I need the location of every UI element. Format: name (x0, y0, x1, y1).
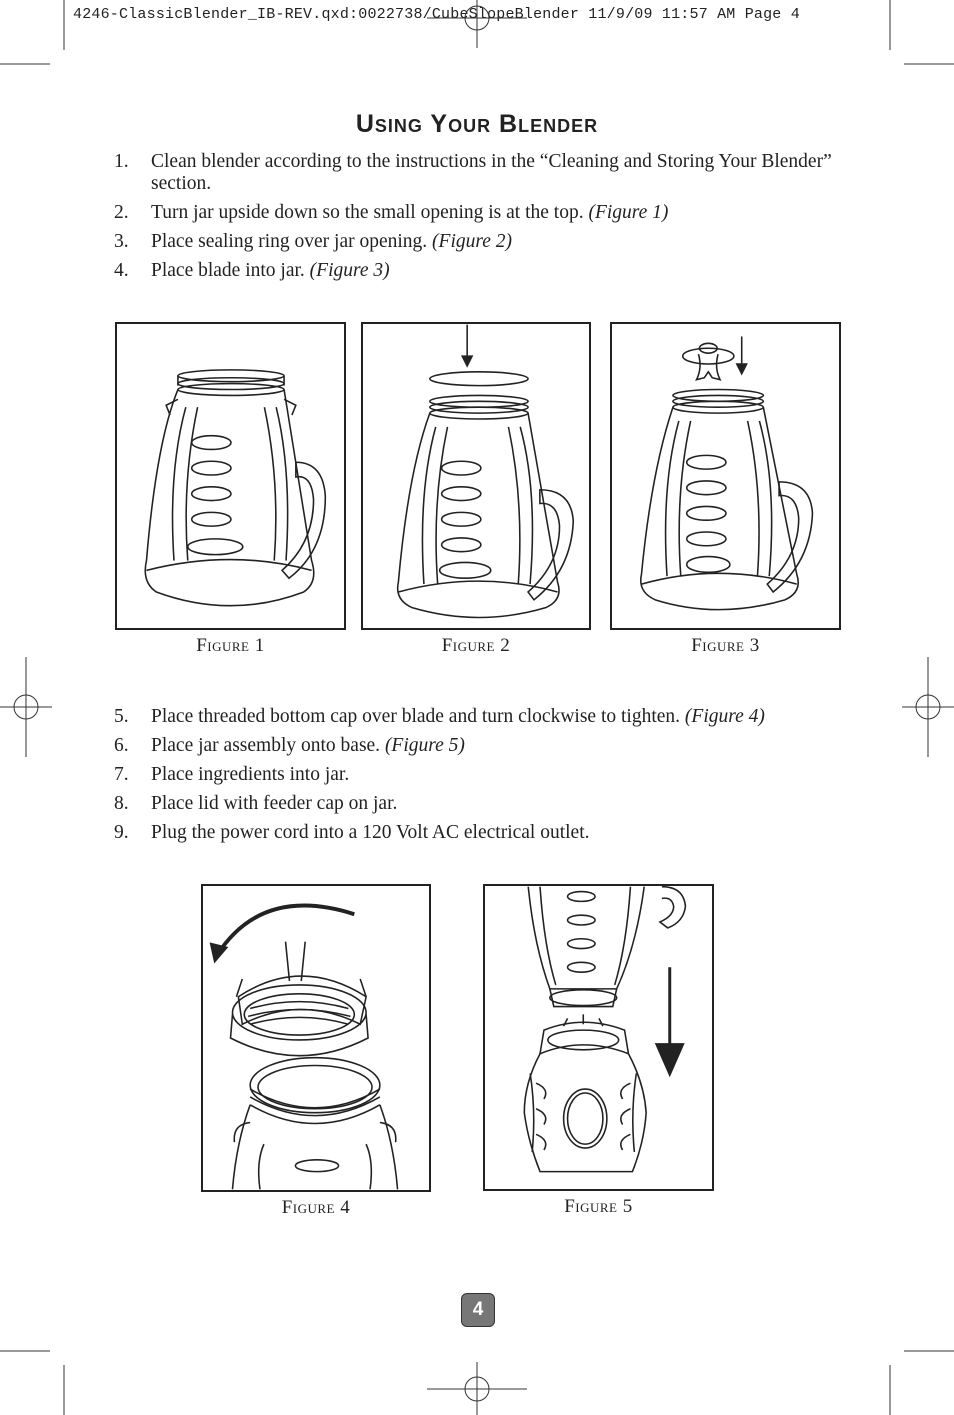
step-text: Place blade into jar. (151, 260, 305, 281)
step-item (110, 202, 850, 224)
step-item (110, 764, 850, 786)
step-item (110, 231, 850, 253)
step-text: Clean blender according to the instructions in the “Cleaning and Storing Your Blender” section. (151, 151, 832, 194)
step-text: Place lid with feeder cap on jar. (151, 793, 398, 814)
step-number: 8. (114, 793, 129, 814)
figure-3-caption: Figure 3 (691, 635, 760, 656)
figure-reference: (Figure 4) (684, 706, 765, 727)
step-text: Turn jar upside down so the small opening is at the top. (151, 202, 584, 223)
figure-reference: (Figure 3) (309, 260, 390, 281)
step-item (110, 735, 850, 757)
figure-1-illustration (115, 322, 346, 630)
step-number: 6. (114, 735, 129, 756)
step-number: 5. (114, 706, 129, 727)
figure-4-illustration (201, 884, 431, 1192)
sealing-ring-drawing (363, 324, 589, 628)
step-text: Place threaded bottom cap over blade and turn clockwise to tighten. (151, 706, 681, 727)
step-number: 9. (114, 822, 129, 843)
step-text: Plug the power cord into a 120 Volt AC electrical outlet. (151, 822, 590, 843)
figure-5-illustration (483, 884, 714, 1191)
page-title: Using Your Blender (355, 110, 599, 138)
jar-onto-base-drawing (485, 886, 712, 1189)
figure-3-illustration (610, 322, 841, 630)
blade-insertion-drawing (612, 324, 839, 628)
step-item (110, 822, 850, 844)
steps-list-first (110, 151, 850, 289)
figure-reference: (Figure 2) (432, 231, 513, 252)
step-text: Place jar assembly onto base. (151, 735, 381, 756)
figure-reference: (Figure 1) (588, 202, 669, 223)
page-number-badge: 4 (461, 1293, 495, 1327)
step-number: 4. (114, 260, 129, 281)
figure-4-caption: Figure 4 (281, 1197, 351, 1218)
step-item (110, 706, 850, 728)
upside-down-jar-drawing (117, 324, 344, 628)
steps-list-second (110, 706, 850, 851)
figure-reference: (Figure 5) (384, 735, 465, 756)
figure-2-illustration (361, 322, 591, 630)
step-number: 7. (114, 764, 129, 785)
step-number: 1. (114, 151, 129, 172)
step-item (110, 260, 850, 282)
file-slug: 4246-ClassicBlender_IB-REV.qxd:0022738/CubeSlopeBlender 11/9/09 11:57 AM Page 4 (73, 6, 800, 23)
step-text: Place sealing ring over jar opening. (151, 231, 428, 252)
step-item (110, 793, 850, 815)
step-text: Place ingredients into jar. (151, 764, 350, 785)
figure-1-caption: Figure 1 (196, 635, 265, 656)
threaded-cap-drawing (203, 886, 429, 1190)
step-number: 2. (114, 202, 129, 223)
step-item (110, 151, 850, 195)
step-number: 3. (114, 231, 129, 252)
figure-5-caption: Figure 5 (564, 1196, 633, 1217)
figure-2-caption: Figure 2 (441, 635, 511, 656)
